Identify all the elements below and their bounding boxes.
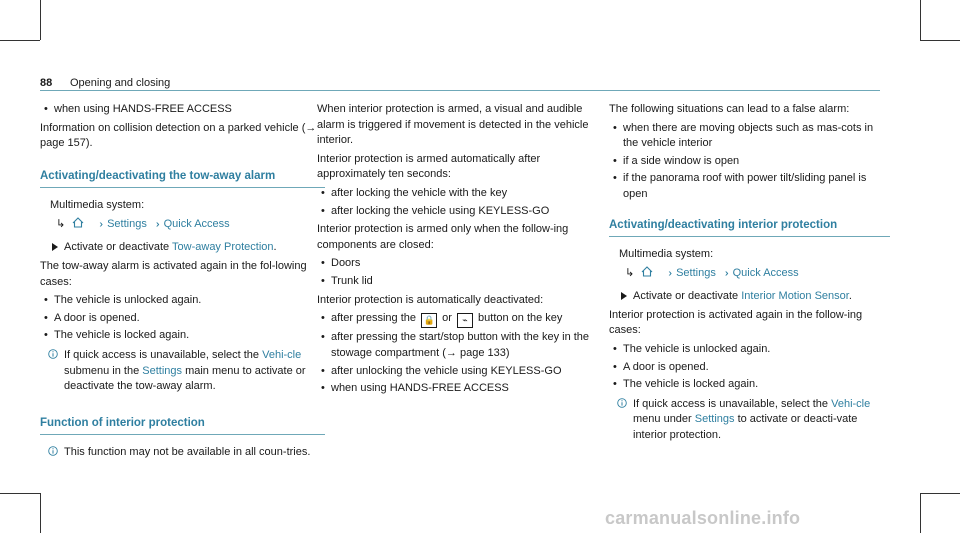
chevron-right-icon: ›› — [155, 218, 157, 230]
arrow-icon: ↳ — [56, 217, 66, 230]
false-alarm-list — [609, 121, 890, 203]
section-heading-tow-away: Activating/deactivating the tow-away alarm — [40, 168, 325, 188]
chapter-title: Opening and closing — [70, 77, 171, 89]
action-step: Activate or deactivate Interior Motion Sensor. — [609, 289, 890, 305]
reactivate-text: The tow-away alarm is activated again in the fol-lowing cases: — [40, 259, 307, 288]
paragraph: When interior protection is armed, a visual and audible alarm is triggered if movement is detected in the vehicle interior. — [317, 103, 589, 147]
menu-label: Multimedia system: — [619, 247, 714, 260]
crop-mark — [920, 40, 960, 41]
info-icon — [48, 349, 58, 359]
intro-list — [40, 102, 325, 118]
list-item: • when there are moving objects such as mas-cots in the vehicle interior — [609, 121, 890, 152]
page-number: 88 — [40, 77, 53, 89]
list-item: • The vehicle is locked again. — [609, 377, 890, 393]
list-item: • A door is opened. — [40, 311, 325, 327]
list-item: • after unlocking the vehicle using KEYLESS-GO — [317, 364, 599, 380]
settings-link[interactable]: Settings — [694, 413, 735, 426]
list-item: • if a side window is open — [609, 154, 890, 170]
note: If quick access is unavailable, select the Vehi-cle submenu in the Settings main menu to activate or deactivate the tow-away alarm. — [40, 348, 325, 395]
list-item: • when using HANDS-FREE ACCESS — [40, 102, 325, 118]
arrow-icon: ↳ — [625, 266, 635, 279]
armed-auto-list — [317, 186, 599, 219]
section-heading-interior-protection: Activating/deactivating interior protection — [609, 217, 890, 237]
settings-link[interactable]: Settings — [142, 364, 183, 377]
column-left — [40, 102, 325, 461]
list-item: • if the panorama roof with power tilt/sliding panel is open — [609, 171, 890, 202]
reactivate-cases — [40, 293, 325, 344]
components-list — [317, 256, 599, 289]
list-item: • after locking the vehicle with the key — [317, 186, 599, 202]
action-step: Activate or deactivate Tow-away Protection. — [40, 240, 325, 256]
list-item: • Doors — [317, 256, 599, 272]
home-icon[interactable] — [72, 217, 84, 228]
step-arrow-icon — [52, 243, 58, 251]
interior-motion-sensor-link[interactable]: Interior Motion Sensor — [741, 290, 849, 303]
deactivation-list — [317, 311, 599, 396]
note: This function may not be available in all coun-tries. — [40, 445, 325, 461]
menu-settings-link[interactable]: Settings — [107, 217, 147, 230]
info-icon — [617, 398, 627, 408]
list-item: • The vehicle is locked again. — [40, 328, 325, 344]
note: If quick access is unavailable, select the Vehi-cle menu under Settings to activate or deacti-vate interior protection. — [609, 397, 890, 444]
paragraph: Interior protection is automatically deactivated: — [317, 293, 544, 306]
list-item: • after pressing the 🔒 or ⌁ button on the key — [317, 311, 599, 328]
menu-path — [40, 217, 325, 233]
list-item: • The vehicle is unlocked again. — [40, 293, 325, 309]
watermark: carmanualsonline.info — [605, 508, 801, 528]
vehicle-menu-link[interactable]: Vehi-cle — [831, 397, 871, 410]
column-middle — [317, 102, 599, 400]
paragraph: Interior protection is armed automatically after approximately ten seconds: — [317, 152, 541, 181]
menu-settings-link[interactable]: Settings — [676, 266, 716, 279]
list-item: • Trunk lid — [317, 274, 599, 290]
section-heading-interior-function: Function of interior protection — [40, 415, 325, 435]
lock-key-icon: 🔒 — [421, 313, 437, 328]
home-icon[interactable] — [641, 266, 653, 277]
paragraph: Interior protection is armed only when the follow-ing components are closed: — [317, 223, 569, 251]
info-icon — [48, 446, 58, 456]
list-item: • when using HANDS-FREE ACCESS — [317, 381, 599, 397]
list-item: • The vehicle is unlocked again. — [609, 342, 890, 358]
reactivate-text: Interior protection is activated again in the follow-ing cases: — [609, 308, 863, 337]
paragraph: The following situations can lead to a false alarm: — [609, 103, 850, 115]
list-item: • A door is opened. — [609, 360, 890, 376]
crop-mark — [40, 0, 41, 40]
chevron-right-icon: ›› — [99, 218, 101, 230]
chevron-right-icon: ›› — [724, 267, 726, 279]
crop-mark — [0, 40, 40, 41]
list-item: • after locking the vehicle using KEYLESS-GO — [317, 204, 599, 220]
menu-quick-access-link[interactable]: Quick Access — [163, 217, 230, 230]
tow-away-protection-link[interactable]: Tow-away Protection — [172, 241, 274, 254]
reactivate-cases — [609, 342, 890, 393]
crop-mark — [0, 493, 40, 494]
menu-label: Multimedia system: — [50, 199, 145, 212]
crop-mark — [920, 493, 921, 533]
menu-quick-access-link[interactable]: Quick Access — [732, 266, 799, 279]
collision-info-text: Information on collision detection on a parked vehicle (→ page 157). — [40, 121, 317, 150]
trunk-key-icon: ⌁ — [457, 313, 473, 328]
chevron-right-icon: ›› — [668, 267, 670, 279]
list-item: • after pressing the start/stop button with the key in the stowage compartment (→ page 133) — [317, 330, 599, 361]
header-rule — [40, 90, 880, 91]
menu-path — [609, 266, 890, 282]
crop-mark — [40, 493, 41, 533]
step-arrow-icon — [621, 292, 627, 300]
crop-mark — [920, 0, 921, 40]
column-right — [609, 102, 890, 444]
crop-mark — [920, 493, 960, 494]
vehicle-submenu-link[interactable]: Vehi-cle — [262, 349, 302, 362]
